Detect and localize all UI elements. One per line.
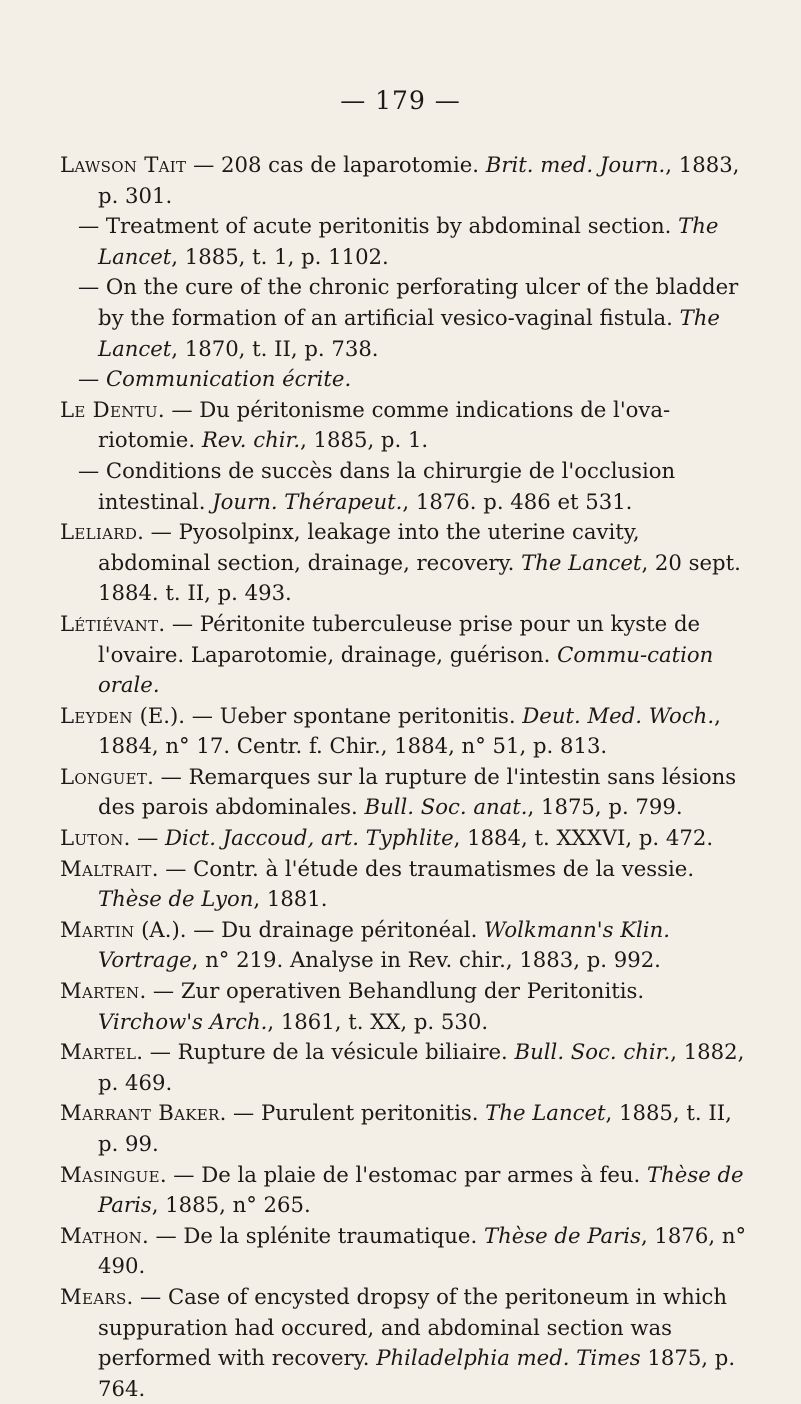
bibliography-entry (60, 211, 755, 272)
entry-source: Commu-cation orale. (98, 641, 714, 698)
entry-source: Communication écrite. (105, 366, 352, 392)
entry-source: Virchow's Arch. (98, 1008, 268, 1034)
bibliography-entry (60, 701, 755, 762)
entry-text: . — Remarques sur la rupture de l'intestin sans lésions des parois abdominales. (98, 763, 737, 820)
entry-author: Leliard (60, 519, 138, 545)
entry-text: . — Zur operativen Behandlung der Peritonitis. (139, 978, 645, 1004)
bibliography-entry (60, 976, 755, 1037)
entry-source: Bull. Soc. anat. (364, 794, 528, 820)
entry-author: Masingue (60, 1161, 160, 1187)
entry-text: . — Purulent peritonitis. (219, 1100, 486, 1126)
bibliography-entry (60, 150, 755, 211)
entry-author: Maltrait (60, 855, 152, 881)
entry-text: . — Case of encysted dropsy of the peritoneum in which suppuration had occured, and abdominal section was performed with recovery. (98, 1283, 728, 1371)
bibliography-entry (60, 762, 755, 823)
bibliography-entry (60, 517, 755, 609)
entry-author: Mathon (60, 1222, 143, 1248)
bibliography-entry (60, 823, 755, 854)
entry-text: . — Contr. à l'étude des traumatismes de la vessie. (151, 855, 695, 881)
entry-rest: , n° 219. Analyse in Rev. chir., 1883, p. 992. (191, 947, 661, 973)
entry-text: . — Péritonite tuberculeuse prise pour un kyste de l'ovaire. Laparotomie, drainage, guérison. (98, 610, 701, 667)
bibliography-entry (60, 1221, 755, 1282)
entry-text: — On the cure of the chronic perforating ulcer of the bladder by the formation of an artificial vesico-vaginal fistula. (78, 274, 739, 330)
entry-text: (A.). — Du drainage péritonéal. (134, 916, 485, 942)
entry-source: The Lancet (485, 1100, 606, 1126)
entry-text: — Treatment of acute peritonitis by abdominal section. (78, 213, 679, 239)
entry-source: The Lancet (98, 304, 720, 361)
entry-source: Thèse de Lyon (98, 886, 254, 912)
entry-rest: , 1885, n° 265. (151, 1192, 311, 1218)
entry-author: Létiévant (60, 610, 159, 636)
bibliography-entry (60, 364, 755, 395)
entry-rest: , 1885, p. 1. (300, 427, 429, 453)
entry-source: Brit. med. Journ. (485, 152, 666, 177)
entry-author: Martel (60, 1039, 137, 1065)
bibliography-entry (60, 272, 755, 364)
bibliography-entry (60, 1282, 755, 1404)
entry-text: . — (123, 825, 166, 851)
entry-rest: , 1881. (253, 886, 328, 912)
entry-rest: , 1875, p. 799. (527, 794, 683, 820)
entry-rest: , 1884, t. XXXVI, p. 472. (453, 825, 714, 851)
entry-rest: , 20 sept. 1884. t. II, p. 493. (98, 549, 741, 606)
entry-rest: , 1885, t. 1, p. 1102. (171, 243, 389, 269)
entry-author: Luton (60, 825, 124, 851)
entry-author: Martin (60, 916, 135, 942)
bibliography-list (60, 150, 755, 1404)
entry-text: . — De la splénite traumatique. (142, 1222, 484, 1248)
entry-text: (E.). — Ueber spontane peritonitis. (132, 702, 523, 728)
bibliography-entry (60, 1037, 755, 1098)
entry-source: The Lancet (521, 549, 642, 575)
entry-source: Journ. Thérapeut. (212, 488, 403, 514)
entry-text: . — Rupture de la vésicule biliaire. (136, 1039, 515, 1065)
bibliography-entry (60, 609, 755, 701)
page-number: — 179 — (340, 86, 461, 115)
entry-text: — Conditions de succès dans la chirurgie de l'occlusion intestinal. (78, 457, 676, 514)
entry-author: Marten (60, 978, 140, 1004)
bibliography-entry (60, 456, 755, 517)
entry-source: Bull. Soc. chir. (514, 1039, 671, 1065)
bibliography-entry (60, 915, 755, 976)
entry-text: . — De la plaie de l'estomac par armes à feu. (159, 1161, 648, 1187)
entry-text: — (78, 366, 106, 392)
entry-rest: , 1861, t. XX, p. 530. (267, 1008, 489, 1034)
bibliography-entry (60, 1160, 755, 1221)
entry-author: Marrant Baker (60, 1100, 220, 1126)
entry-rest: , 1884, n° 17. Centr. f. Chir., 1884, n° 51, p. 813. (98, 702, 721, 759)
entry-rest: , 1876, n° 490. (98, 1222, 747, 1279)
entry-author: Lawson Tait (60, 152, 187, 177)
bibliography-entry (60, 1098, 755, 1159)
entry-source: Philadelphia med. Times (376, 1345, 641, 1371)
entry-source: Thèse de Paris (98, 1161, 744, 1218)
entry-rest: , 1870, t. II, p. 738. (171, 335, 379, 361)
entry-source: Deut. Med. Woch. (522, 702, 715, 728)
entry-source: The Lancet (98, 213, 719, 269)
entry-author: Mears (60, 1283, 127, 1309)
bibliography-entry (60, 854, 755, 915)
bibliography-entry (60, 395, 755, 456)
entry-rest: , 1876. p. 486 et 531. (402, 488, 633, 514)
entry-source: Thèse de Paris (483, 1222, 641, 1248)
entry-rest: 1875, p. 764. (98, 1345, 736, 1401)
entry-rest: , 1883, p. 301. (98, 152, 740, 208)
entry-author: Le Dentu (60, 396, 158, 422)
entry-text: . — Pyosolpinx, leakage into the uterine cavity, abdominal section, drainage, recovery. (98, 519, 640, 575)
entry-source: Dict. Jaccoud, art. Typhlite (165, 825, 454, 851)
entry-author: Leyden (60, 702, 133, 728)
entry-text: . — Du péritonisme comme indications de l'ova-riotomie. (98, 396, 671, 453)
entry-source: Rev. chir. (201, 427, 301, 453)
entry-rest: , 1885, t. II, p. 99. (98, 1100, 732, 1156)
entry-text: — 208 cas de laparotomie. (186, 152, 486, 177)
entry-author: Longuet (60, 763, 148, 789)
entry-rest: , 1882, p. 469. (98, 1039, 745, 1095)
entry-source: Wolkmann's Klin. Vortrage (98, 916, 670, 973)
